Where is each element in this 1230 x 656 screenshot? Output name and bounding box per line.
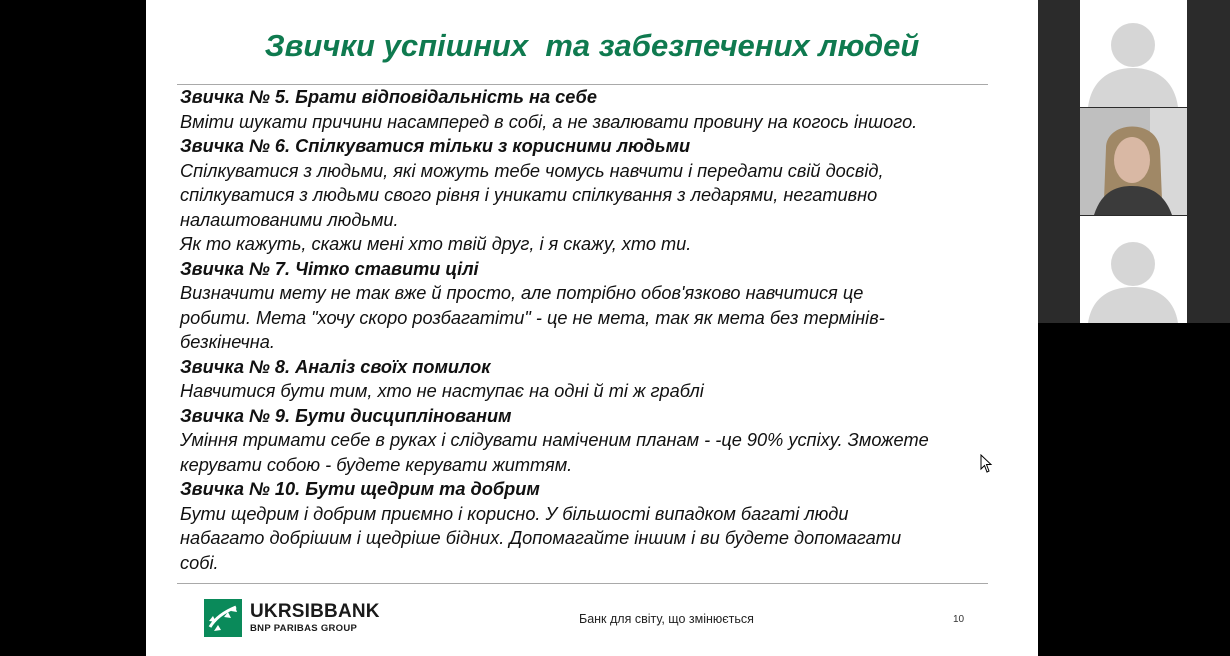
habit-text: керувати собою - будете керувати життям. [180, 454, 573, 475]
participant-video-tile[interactable] [1080, 108, 1187, 215]
habit-heading: Звичка № 10. Бути щедрим та добрим [180, 479, 540, 499]
habit-heading: Звичка № 9. Бути дисциплінованим [180, 405, 512, 426]
habit-text: спілкуватися з людьми свого рівня і уникати спілкування з ледарями, негативно [180, 185, 878, 205]
habit-text: безкінечна. [180, 332, 275, 352]
participant-tile[interactable] [1080, 0, 1187, 107]
habit-heading: Звичка № 5. Брати відповідальність на себе [180, 87, 597, 107]
participant-tile[interactable] [1080, 216, 1187, 323]
habit-text: Визначити мету не так вже й просто, але потрібно обов'язково навчитися це [180, 283, 864, 303]
slide-content [180, 85, 990, 575]
bank-slogan: Банк для світу, що змінюється [579, 612, 754, 626]
bank-logo-subtitle: BNP PARIBAS GROUP [250, 623, 358, 634]
footer-divider [177, 583, 988, 584]
habit-heading: Звичка № 6. Спілкуватися тільки з корисними людьми [180, 136, 691, 156]
bank-logo-name: UKRSIBBANK [250, 601, 380, 622]
slide-title: Звички успішних та забезпечених людей [264, 28, 920, 63]
habit-text: Навчитися бути тим, хто не наступає на одні й ті ж граблі [180, 381, 704, 401]
habit-heading: Звичка № 8. Аналіз своїх помилок [180, 356, 491, 377]
bank-logo [204, 599, 394, 639]
habit-text: налаштованими людьми. [180, 209, 399, 230]
participant-video-icon [1080, 108, 1187, 215]
page-number: 10 [953, 614, 965, 625]
bank-logo-mark-icon [204, 599, 242, 637]
habit-text: Вміти шукати причини насамперед в собі, а не звалювати провину на когось іншого. [180, 111, 918, 132]
habit-text: Як то кажуть, скажи мені хто твій друг, і я скажу, хто ти. [180, 234, 692, 254]
habit-text: собі. [180, 552, 219, 573]
habit-text: набагато добрішим і щедріше бідних. Допомагайте іншим і ви будете допомагати [180, 528, 902, 548]
user-avatar-icon [1080, 0, 1187, 107]
habit-text: робити. Мета "хочу скоро розбагатіти" - це не мета, так як мета без термінів- [180, 307, 885, 328]
habit-heading: Звичка № 7. Чітко ставити цілі [180, 258, 479, 279]
presentation-slide [146, 0, 1038, 656]
habit-text: Спілкуватися з людьми, які можуть тебе чомусь навчити і передати свій досвід, [180, 160, 884, 181]
mouse-cursor-icon [980, 454, 994, 479]
habit-text: Уміння тримати себе в руках і слідувати наміченим планам - -це 90% успіху. Зможете [180, 430, 929, 450]
user-avatar-icon [1080, 216, 1187, 323]
habit-text: Бути щедрим і добрим приємно і корисно. У більшості випадком багаті люди [180, 503, 849, 524]
